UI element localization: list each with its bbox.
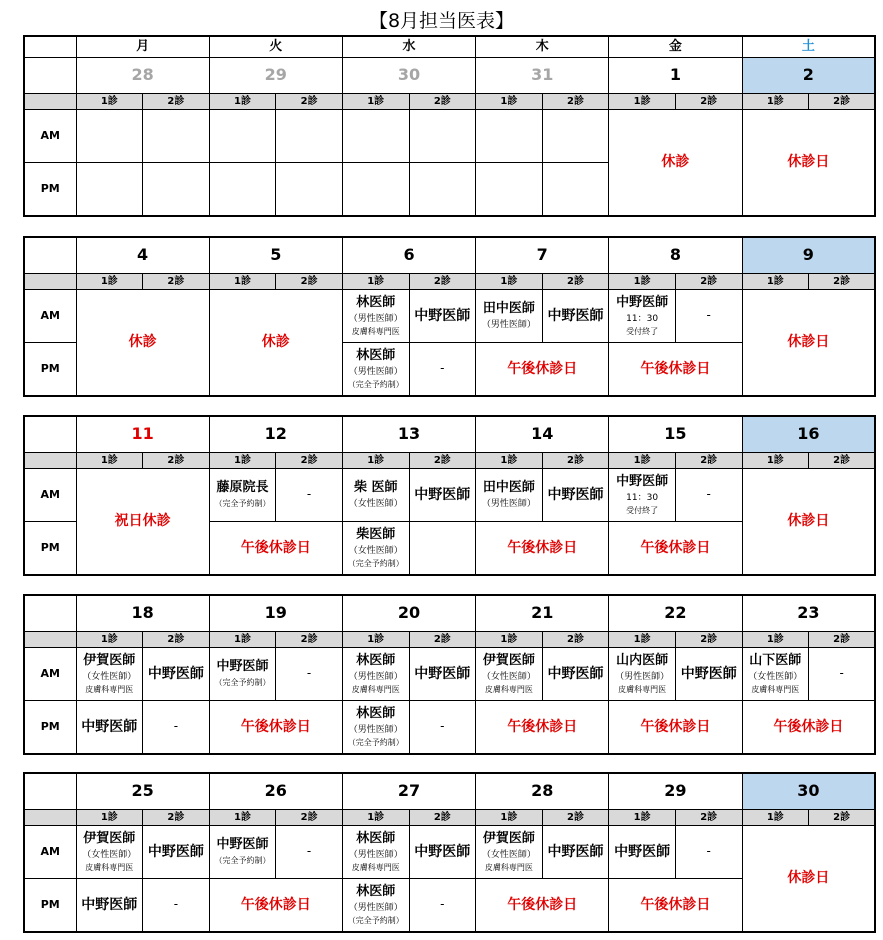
empty-cell [209, 163, 276, 217]
week-table-1 [23, 35, 875, 217]
doctor-note: 皮膚科専門医 [351, 863, 400, 873]
doctor-cell [209, 469, 276, 522]
pm-closed-cell: 午後休診日 [476, 343, 609, 397]
doctor-name: 中野医師 [216, 659, 269, 675]
slot-label: 1診 [742, 810, 809, 826]
slot-label: 1診 [609, 810, 676, 826]
doctor-note: 皮膚科専門医 [751, 685, 800, 695]
corner-cell [24, 595, 76, 632]
pm-label: PM [24, 701, 76, 755]
slot-label: 2診 [809, 453, 876, 469]
slot-label: 1診 [342, 810, 409, 826]
slot-label: 2診 [276, 632, 343, 648]
weekday-thu: 木 [476, 36, 609, 58]
slot-label: 2診 [143, 94, 210, 110]
closed-cell: 休診 [609, 110, 742, 217]
dash-cell: - [675, 826, 742, 879]
doctor-note: 皮膚科専門医 [484, 863, 533, 873]
doctor-cell [342, 701, 409, 755]
doctor-cell [609, 469, 676, 522]
date-cell: 6 [342, 237, 475, 274]
doctor-note: （女性医師） [348, 545, 403, 556]
doctor-name: 林医師 [356, 347, 396, 363]
empty-cell [342, 110, 409, 163]
doctor-cell: 中野医師 [409, 290, 476, 343]
slot-label: 2診 [276, 810, 343, 826]
dash-cell: - [143, 879, 210, 933]
doctor-cell [476, 469, 543, 522]
pm-closed-cell: 午後休診日 [209, 879, 342, 933]
empty-cell [342, 163, 409, 217]
slot-label: 1診 [342, 632, 409, 648]
date-cell: 27 [342, 773, 475, 810]
slot-label: 1診 [742, 274, 809, 290]
slot-label: 2診 [542, 94, 609, 110]
page-title: 【8月担当医表】 [368, 10, 515, 32]
weekday-mon: 月 [76, 36, 209, 58]
slot-label: 1診 [209, 810, 276, 826]
doctor-name: 伊賀医師 [83, 652, 136, 668]
slot-label: 2診 [809, 94, 876, 110]
pm-closed-cell: 午後休診日 [209, 701, 342, 755]
doctor-name: 伊賀医師 [83, 830, 136, 846]
slot-label: 1診 [476, 94, 543, 110]
doctor-name: 伊賀医師 [482, 652, 535, 668]
slot-label: 1診 [342, 94, 409, 110]
doctor-cell [342, 522, 409, 576]
doctor-cell: 中野医師 [542, 290, 609, 343]
doctor-note: （完全予約制） [347, 380, 404, 390]
dash-cell: - [675, 290, 742, 343]
weekday-fri: 金 [609, 36, 742, 58]
doctor-cell: 中野医師 [409, 648, 476, 701]
date-cell: 23 [742, 595, 875, 632]
doctor-note: 皮膚科専門医 [351, 327, 400, 337]
doctor-note: 皮膚科専門医 [618, 685, 667, 695]
doctor-cell: 中野医師 [409, 469, 476, 522]
date-cell: 25 [76, 773, 209, 810]
closed-day-cell: 休診日 [742, 469, 875, 576]
doctor-note: 皮膚科専門医 [85, 685, 134, 695]
slot-label: 2診 [542, 810, 609, 826]
corner-cell [24, 773, 76, 810]
pm-closed-cell: 午後休診日 [476, 522, 609, 576]
dash-cell: - [276, 469, 343, 522]
dash-cell: - [409, 343, 476, 397]
date-cell-saturday: 30 [742, 773, 875, 810]
doctor-cell [476, 648, 543, 701]
slot-label: 1診 [76, 453, 143, 469]
slot-label: 2診 [276, 453, 343, 469]
doctor-note: 受付終了 [626, 327, 659, 337]
doctor-cell [609, 290, 676, 343]
slot-label: 2診 [409, 274, 476, 290]
doctor-note: （男性医師） [481, 319, 536, 330]
date-cell: 5 [209, 237, 342, 274]
slot-label: 1診 [742, 632, 809, 648]
week-table-2 [23, 236, 875, 397]
doctor-note: （男性医師） [348, 366, 403, 377]
closed-day-cell: 休診日 [742, 110, 875, 217]
empty-cell [542, 163, 609, 217]
week-table-5 [23, 772, 875, 933]
doctor-name: 林医師 [356, 830, 396, 846]
dash-cell: - [409, 879, 476, 933]
doctor-name: 藤原院長 [216, 480, 269, 496]
empty-cell [476, 163, 543, 217]
slot-label: 2診 [809, 632, 876, 648]
pm-closed-cell: 午後休診日 [476, 701, 609, 755]
empty-cell [476, 110, 543, 163]
slot-label: 2診 [276, 274, 343, 290]
doctor-note: （女性医師） [748, 671, 803, 682]
doctor-cell [76, 648, 143, 701]
date-cell: 28 [76, 58, 209, 94]
slot-label: 1診 [742, 453, 809, 469]
doctor-cell: 中野医師 [542, 469, 609, 522]
date-cell: 29 [209, 58, 342, 94]
doctor-note: 皮膚科専門医 [484, 685, 533, 695]
dash-cell: - [675, 469, 742, 522]
date-cell-saturday: 2 [742, 58, 875, 94]
slot-label: 2診 [675, 274, 742, 290]
corner-cell [24, 453, 76, 469]
pm-closed-cell: 午後休診日 [609, 701, 742, 755]
doctor-name: 中野医師 [616, 294, 669, 310]
corner-cell [24, 237, 76, 274]
doctor-cell [209, 826, 276, 879]
doctor-cell [342, 879, 409, 933]
pm-closed-cell: 午後休診日 [609, 522, 742, 576]
doctor-name: 林医師 [356, 294, 396, 310]
doctor-note: （完全予約制） [347, 738, 404, 748]
doctor-note: （女性医師） [82, 671, 137, 682]
slot-label: 2診 [675, 94, 742, 110]
date-cell: 30 [342, 58, 475, 94]
date-cell-holiday: 11 [76, 416, 209, 453]
empty-cell [409, 110, 476, 163]
pm-closed-cell: 午後休診日 [209, 522, 342, 576]
empty-cell [542, 110, 609, 163]
doctor-name: 山下医師 [749, 652, 802, 668]
doctor-note: 受付終了 [626, 506, 659, 516]
closed-cell: 休診 [76, 290, 209, 397]
date-cell-saturday: 9 [742, 237, 875, 274]
pm-closed-cell: 午後休診日 [742, 701, 875, 755]
slot-label: 1診 [609, 632, 676, 648]
pm-closed-cell: 午後休診日 [476, 879, 609, 933]
doctor-note: （男性医師） [348, 724, 403, 735]
doctor-note: 11：30 [626, 313, 659, 324]
empty-cell [143, 163, 210, 217]
slot-label: 1診 [342, 274, 409, 290]
doctor-cell [342, 648, 409, 701]
dash-cell: - [276, 648, 343, 701]
doctor-name: 柴医師 [356, 526, 396, 542]
doctor-cell [742, 648, 809, 701]
date-cell: 20 [342, 595, 475, 632]
am-label: AM [24, 290, 76, 343]
slot-label: 2診 [409, 94, 476, 110]
weekday-wed: 水 [342, 36, 475, 58]
doctor-cell [476, 290, 543, 343]
doctor-cell [342, 469, 409, 522]
doctor-name: 田中医師 [482, 479, 535, 495]
date-cell: 22 [609, 595, 742, 632]
date-cell: 1 [609, 58, 742, 94]
slot-label: 1診 [609, 453, 676, 469]
slot-label: 1診 [209, 94, 276, 110]
slot-label: 1診 [742, 94, 809, 110]
empty-cell [76, 110, 143, 163]
am-label: AM [24, 110, 76, 163]
date-cell: 7 [476, 237, 609, 274]
empty-cell [276, 110, 343, 163]
corner-cell [24, 36, 76, 58]
am-label: AM [24, 469, 76, 522]
doctor-name: 中野医師 [216, 837, 269, 853]
dash-cell: - [409, 701, 476, 755]
holiday-closed-cell: 祝日休診 [76, 469, 209, 576]
doctor-cell [476, 826, 543, 879]
doctor-cell: 中野医師 [143, 648, 210, 701]
doctor-note: （男性医師） [348, 671, 403, 682]
date-cell: 8 [609, 237, 742, 274]
slot-label: 2診 [143, 274, 210, 290]
slot-label: 1診 [76, 274, 143, 290]
doctor-cell [209, 648, 276, 701]
empty-cell [276, 163, 343, 217]
empty-cell [143, 110, 210, 163]
empty-cell [76, 163, 143, 217]
dash-cell: - [143, 701, 210, 755]
doctor-cell [609, 648, 676, 701]
doctor-note: （男性医師） [615, 671, 670, 682]
doctor-name: 田中医師 [482, 300, 535, 316]
doctor-note: （男性医師） [348, 849, 403, 860]
doctor-note: （女性医師） [481, 671, 536, 682]
weekday-tue: 火 [209, 36, 342, 58]
closed-day-cell: 休診日 [742, 290, 875, 397]
doctor-note: 11：30 [626, 492, 659, 503]
doctor-name: 伊賀医師 [482, 830, 535, 846]
slot-label: 1診 [476, 632, 543, 648]
date-cell: 21 [476, 595, 609, 632]
slot-label: 2診 [143, 810, 210, 826]
closed-day-cell: 休診日 [742, 826, 875, 933]
doctor-cell [342, 290, 409, 343]
slot-label: 1診 [476, 453, 543, 469]
empty-cell [409, 163, 476, 217]
doctor-name: 山内医師 [616, 652, 669, 668]
slot-label: 2診 [276, 94, 343, 110]
slot-label: 2診 [542, 274, 609, 290]
am-label: AM [24, 648, 76, 701]
slot-label: 2診 [143, 632, 210, 648]
slot-label: 2診 [409, 632, 476, 648]
slot-label: 1診 [76, 632, 143, 648]
date-cell: 28 [476, 773, 609, 810]
slot-label: 2診 [542, 632, 609, 648]
doctor-note: （女性医師） [348, 498, 403, 509]
doctor-name: 中野医師 [616, 473, 669, 489]
empty-cell [409, 522, 476, 576]
doctor-note: 皮膚科専門医 [85, 863, 134, 873]
corner-cell [24, 274, 76, 290]
slot-label: 1診 [342, 453, 409, 469]
slot-label: 2診 [809, 274, 876, 290]
doctor-cell: 中野医師 [409, 826, 476, 879]
closed-cell: 休診 [209, 290, 342, 397]
doctor-cell: 中野医師 [675, 648, 742, 701]
doctor-name: 林医師 [356, 652, 396, 668]
date-cell: 19 [209, 595, 342, 632]
date-cell: 29 [609, 773, 742, 810]
doctor-note: （完全予約制） [347, 916, 404, 926]
slot-label: 1診 [209, 274, 276, 290]
corner-cell [24, 632, 76, 648]
date-cell: 18 [76, 595, 209, 632]
slot-label: 2診 [675, 453, 742, 469]
doctor-name: 林医師 [356, 883, 396, 899]
pm-label: PM [24, 879, 76, 933]
doctor-cell: 中野医師 [542, 826, 609, 879]
week-table-4 [23, 594, 875, 755]
slot-label: 1診 [76, 810, 143, 826]
date-cell: 13 [342, 416, 475, 453]
doctor-cell: 中野医師 [76, 879, 143, 933]
doctor-note: （女性医師） [82, 849, 137, 860]
doctor-note: （完全予約制） [347, 559, 404, 569]
doctor-note: （完全予約制） [214, 678, 271, 688]
doctor-cell [342, 343, 409, 397]
pm-closed-cell: 午後休診日 [609, 879, 742, 933]
doctor-note: （完全予約制） [214, 499, 271, 509]
slot-label: 1診 [609, 274, 676, 290]
slot-label: 2診 [675, 632, 742, 648]
doctor-name: 柴 医師 [353, 479, 398, 495]
doctor-cell [342, 826, 409, 879]
doctor-cell: 中野医師 [542, 648, 609, 701]
slot-label: 1診 [76, 94, 143, 110]
date-cell: 26 [209, 773, 342, 810]
dash-cell: - [809, 648, 876, 701]
pm-label: PM [24, 522, 76, 576]
slot-label: 2診 [542, 453, 609, 469]
pm-label: PM [24, 343, 76, 397]
date-cell-saturday: 16 [742, 416, 875, 453]
corner-cell [24, 58, 76, 94]
doctor-cell [76, 826, 143, 879]
doctor-note: （女性医師） [481, 849, 536, 860]
doctor-cell: 中野医師 [609, 826, 676, 879]
weekday-sat: 土 [742, 36, 875, 58]
doctor-name: 林医師 [356, 705, 396, 721]
slot-label: 2診 [409, 810, 476, 826]
slot-label: 2診 [143, 453, 210, 469]
pm-label: PM [24, 163, 76, 217]
date-cell: 14 [476, 416, 609, 453]
corner-cell [24, 416, 76, 453]
date-cell: 15 [609, 416, 742, 453]
dash-cell: - [276, 826, 343, 879]
slot-label: 1診 [209, 632, 276, 648]
date-cell: 31 [476, 58, 609, 94]
doctor-note: （男性医師） [348, 313, 403, 324]
doctor-note: 皮膚科専門医 [351, 685, 400, 695]
corner-cell [24, 94, 76, 110]
am-label: AM [24, 826, 76, 879]
week-table-3 [23, 415, 875, 576]
slot-label: 1診 [476, 274, 543, 290]
slot-label: 2診 [409, 453, 476, 469]
slot-label: 1診 [209, 453, 276, 469]
doctor-note: （男性医師） [481, 498, 536, 509]
pm-closed-cell: 午後休診日 [609, 343, 742, 397]
doctor-cell: 中野医師 [76, 701, 143, 755]
corner-cell [24, 810, 76, 826]
doctor-note: （完全予約制） [214, 856, 271, 866]
date-cell: 12 [209, 416, 342, 453]
slot-label: 1診 [476, 810, 543, 826]
slot-label: 1診 [609, 94, 676, 110]
slot-label: 2診 [675, 810, 742, 826]
doctor-cell: 中野医師 [143, 826, 210, 879]
slot-label: 2診 [809, 810, 876, 826]
empty-cell [209, 110, 276, 163]
date-cell: 4 [76, 237, 209, 274]
doctor-note: （男性医師） [348, 902, 403, 913]
